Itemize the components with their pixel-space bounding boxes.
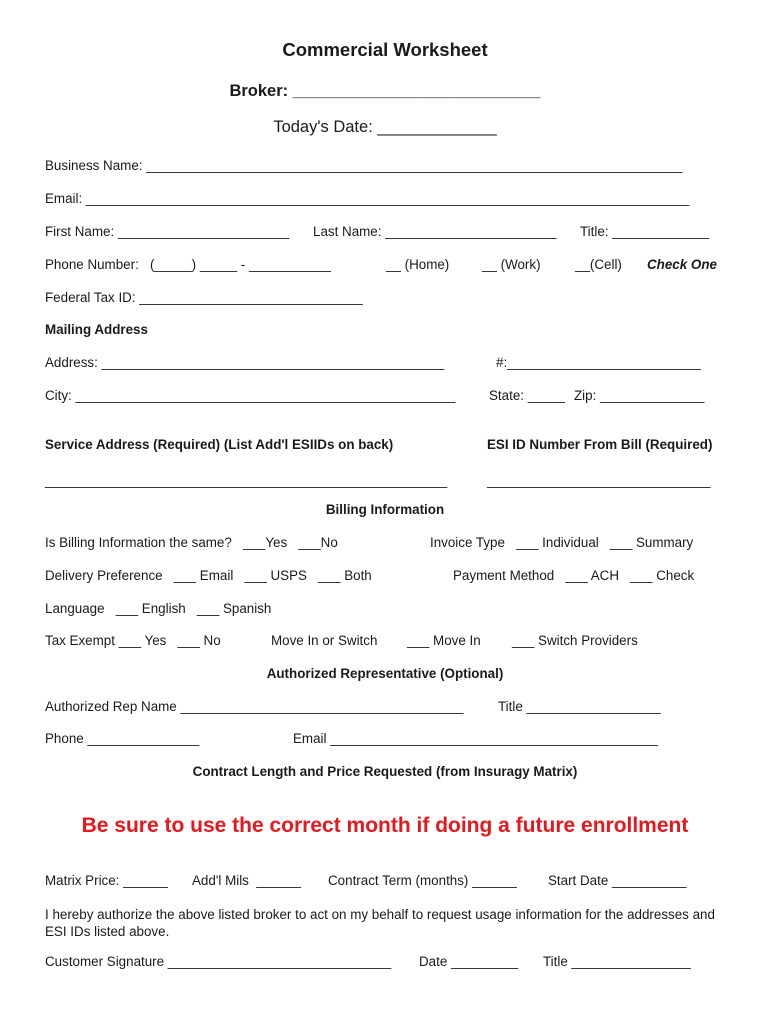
page-title: Commercial Worksheet [282,39,488,60]
service-address-field[interactable]: ______________________________________________________ [45,473,448,488]
federal-tax-id-field[interactable]: Federal Tax ID: ______________________________ [45,290,363,305]
signature-title-field[interactable]: Title ________________ [543,954,691,969]
phone-work-option[interactable]: __ (Work) [482,257,541,272]
tax-exempt-options[interactable]: Tax Exempt ___ Yes ___ No [45,633,221,648]
todays-date-field[interactable]: Today's Date: _____________ [273,118,497,136]
esi-id-heading: ESI ID Number From Bill (Required) [487,437,713,452]
billing-heading: Billing Information [325,502,445,517]
matrix-price-field[interactable]: Matrix Price: ______ [45,873,168,888]
esi-id-field[interactable]: ______________________________ [487,473,711,488]
authorized-rep-name-field[interactable]: Authorized Rep Name ______________________________________ [45,699,464,714]
email-field[interactable]: Email: _________________________________________________________________________________ [45,191,690,206]
last-name-field[interactable]: Last Name: _______________________ [313,224,557,239]
title-field[interactable]: Title: _____________ [580,224,710,239]
phone-home-option[interactable]: __ (Home) [386,257,450,272]
first-name-field[interactable]: First Name: _______________________ [45,224,290,239]
phone-cell-option[interactable]: __(Cell) [575,257,622,272]
future-enrollment-warning: Be sure to use the correct month if doing a future enrollment [81,814,689,837]
mailing-address-field[interactable]: Address: ______________________________________________ [45,355,445,370]
city-field[interactable]: City: ___________________________________________________ [45,388,456,403]
invoice-type-options[interactable]: Invoice Type ___ Individual ___ Summary [430,535,694,550]
authorized-rep-title-field[interactable]: Title __________________ [498,699,661,714]
mailing-unit-field[interactable]: #:__________________________ [496,355,701,370]
phone-number-field[interactable]: Phone Number: (_____) _____ - ___________ [45,257,331,272]
state-field[interactable]: State: _____ [489,388,565,403]
delivery-preference-options[interactable]: Delivery Preference ___ Email ___ USPS ___ Both [45,568,372,583]
broker-field[interactable]: Broker: ___________________________ [229,82,541,100]
authorized-rep-phone-field[interactable]: Phone _______________ [45,731,200,746]
language-options[interactable]: Language ___ English ___ Spanish [45,601,272,616]
service-address-heading: Service Address (Required) (List Add'l ESIIDs on back) [45,437,394,452]
addl-mils-field[interactable]: Add'l Mils ______ [192,873,302,888]
authorization-statement: I hereby authorize the above listed broker to act on my behalf to request usage information for the addresses and ESI IDs listed above. [45,907,715,939]
move-in-option[interactable]: ___ Move In [407,633,481,648]
business-name-field[interactable]: Business Name: ________________________________________________________________________ [45,158,683,173]
authorized-rep-email-field[interactable]: Email ____________________________________________ [293,731,658,746]
billing-same-question[interactable]: Is Billing Information the same? ___Yes ___No [45,535,338,550]
switch-providers-option[interactable]: ___ Switch Providers [512,633,638,648]
move-in-or-switch-label: Move In or Switch [271,633,378,648]
mailing-address-heading: Mailing Address [45,322,148,337]
payment-method-options[interactable]: Payment Method ___ ACH ___ Check [453,568,695,583]
start-date-field[interactable]: Start Date __________ [548,873,687,888]
check-one-note: Check One [647,257,717,272]
signature-date-field[interactable]: Date _________ [419,954,519,969]
zip-field[interactable]: Zip: ______________ [574,388,705,403]
contract-heading: Contract Length and Price Requested (from Insuragy Matrix) [192,764,578,779]
contract-term-field[interactable]: Contract Term (months) ______ [328,873,517,888]
authorized-rep-heading: Authorized Representative (Optional) [266,666,504,681]
customer-signature-field[interactable]: Customer Signature ______________________________ [45,954,392,969]
